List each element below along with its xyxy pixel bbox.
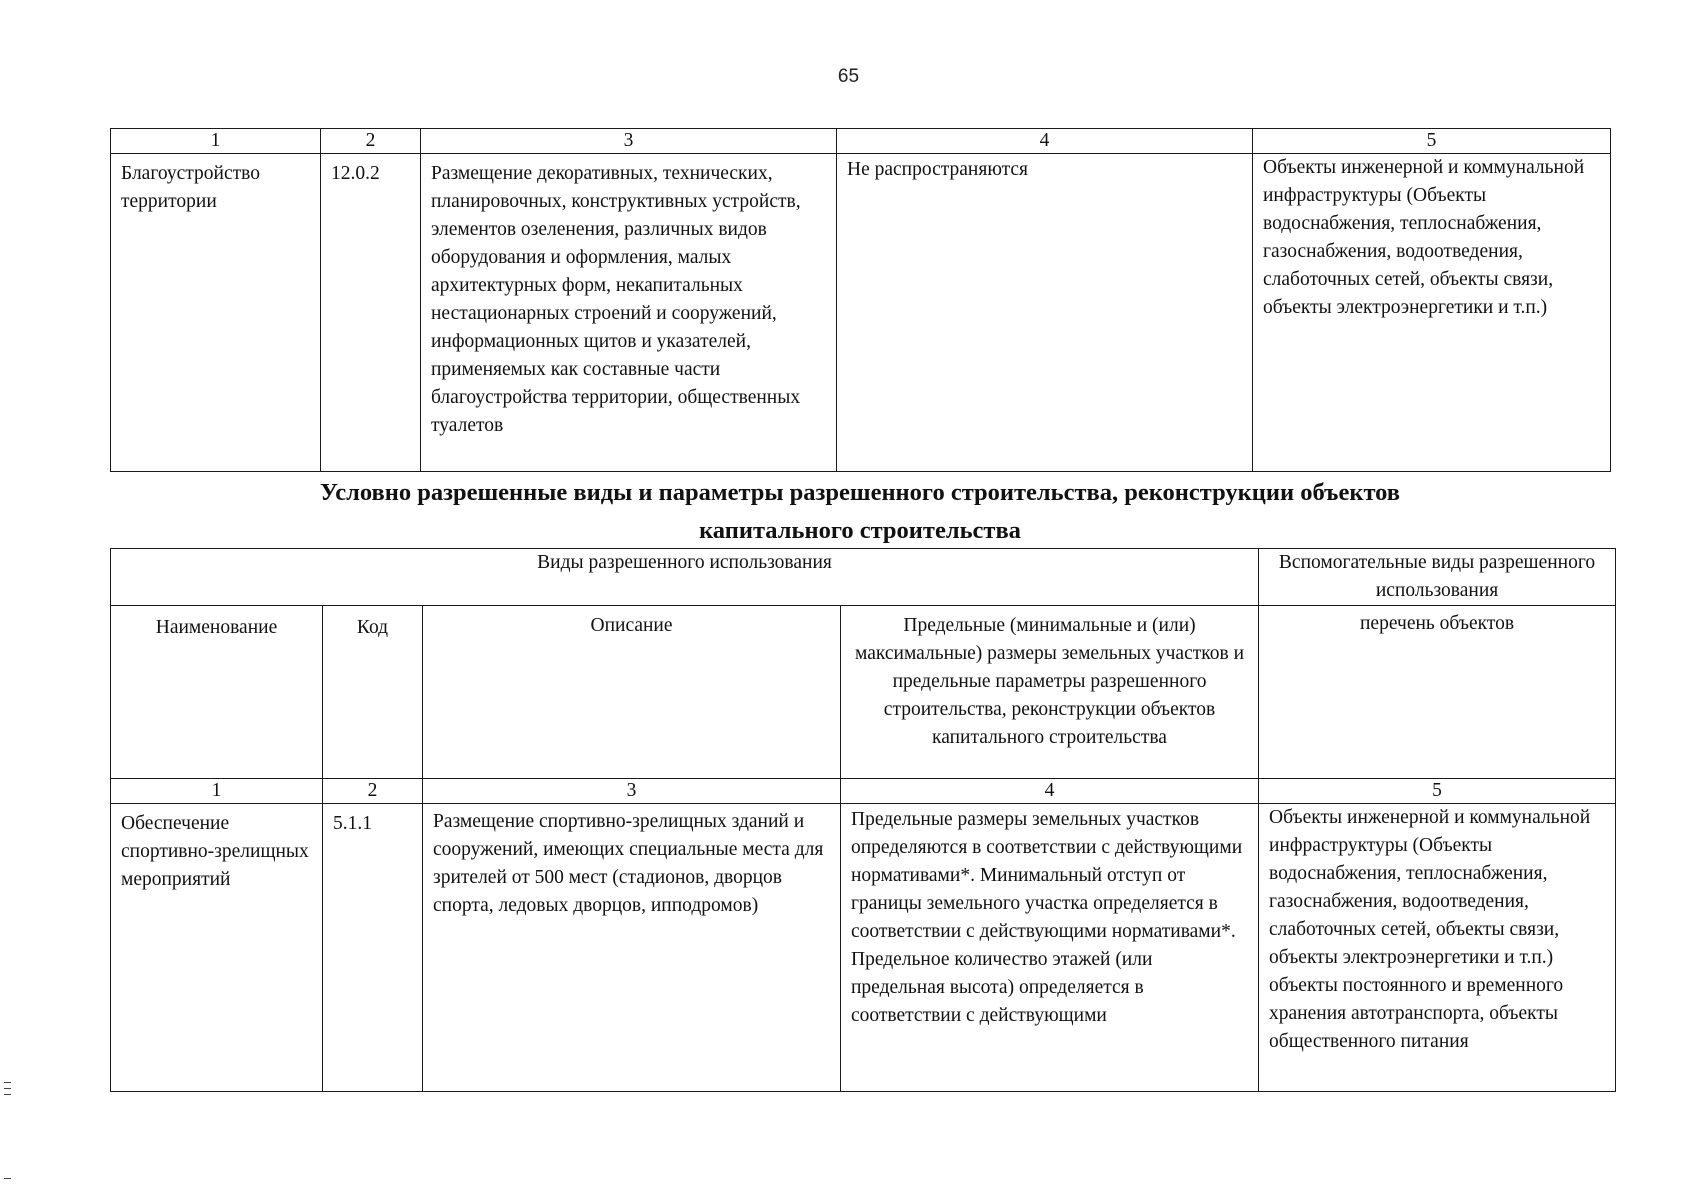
section-heading-line2: капитального строительства <box>699 517 1021 544</box>
permitted-uses-table-continued <box>110 128 1611 472</box>
col-number: 2 <box>321 129 421 154</box>
use-parameters: Не распространяются <box>837 154 1253 472</box>
conditional-uses-table <box>110 548 1616 1092</box>
col-number: 1 <box>111 129 321 154</box>
scan-edge-mark <box>4 1094 11 1095</box>
col-number: 3 <box>423 779 841 804</box>
scan-edge-mark <box>4 1178 11 1179</box>
scan-edge-mark <box>4 1088 11 1089</box>
page-number: 65 <box>837 66 860 87</box>
use-description: Размещение спортивно-зрелищных зданий и сооружений, имеющих специальные места для зрителей от 500 мест (стадионов, дворцов спорта, ледовых дворцов, ипподромов) <box>423 804 841 1092</box>
header-columns-row <box>111 606 1616 779</box>
header-parameters: Предельные (минимальные и (или) максимальные) размеры земельных участков и предельные параметры разрешенного строительства, реконструкции объектов капитального строительства <box>841 606 1259 779</box>
auxiliary-objects: Объекты инженерной и коммунальной инфраструктуры (Объекты водоснабжения, теплоснабжения, газоснабжения, водоотведения, слаботочных сетей, объекты связи, объекты электроэнергетики и т.п.) объекты постоянного и временного хранения автотранспорта, объекты общественного питания <box>1259 804 1616 1092</box>
section-heading <box>110 474 1610 550</box>
col-number: 4 <box>837 129 1253 154</box>
use-name: Обеспечение спортивно-зрелищных мероприятий <box>111 804 323 1092</box>
header-auxiliary-list: перечень объектов <box>1259 606 1616 779</box>
header-group-row <box>111 549 1616 606</box>
header-code: Код <box>323 606 423 779</box>
table-row <box>111 804 1616 1092</box>
scan-edge-mark <box>4 1082 11 1083</box>
col-number: 1 <box>111 779 323 804</box>
col-number: 2 <box>323 779 423 804</box>
col-number: 3 <box>421 129 837 154</box>
use-code: 12.0.2 <box>321 154 421 472</box>
section-heading-line1: Условно разрешенные виды и параметры разрешенного строительства, реконструкции объектов <box>319 479 1401 506</box>
use-code: 5.1.1 <box>323 804 423 1092</box>
group-header-main: Виды разрешенного использования <box>111 549 1259 606</box>
col-number: 5 <box>1253 129 1611 154</box>
use-description: Размещение декоративных, технических, планировочных, конструктивных устройств, элементов озеленения, различных видов оборудования и оформления, малых архитектурных форм, некапитальных нестационарных строений и сооружений, информационных щитов и указателей, применяемых как составные части благоустройства территории, общественных туалетов <box>421 154 837 472</box>
col-number: 5 <box>1259 779 1616 804</box>
use-parameters: Предельные размеры земельных участков определяются в соответствии с действующими нормативами*. Минимальный отступ от границы земельного участка определяется в соответствии с действующими нормативами*. Предельное количество этажей (или предельная высота) определяется в соответствии с действующими <box>841 804 1259 1092</box>
column-number-row <box>111 129 1611 154</box>
col-number: 4 <box>841 779 1259 804</box>
auxiliary-objects: Объекты инженерной и коммунальной инфраструктуры (Объекты водоснабжения, теплоснабжения, газоснабжения, водоотведения, слаботочных сетей, объекты связи, объекты электроэнергетики и т.п.) <box>1253 154 1611 472</box>
header-name: Наименование <box>111 606 323 779</box>
use-name: Благоустройство территории <box>111 154 321 472</box>
header-description: Описание <box>423 606 841 779</box>
table-row <box>111 154 1611 472</box>
group-header-auxiliary: Вспомогательные виды разрешенного использования <box>1259 549 1616 606</box>
column-number-row <box>111 779 1616 804</box>
